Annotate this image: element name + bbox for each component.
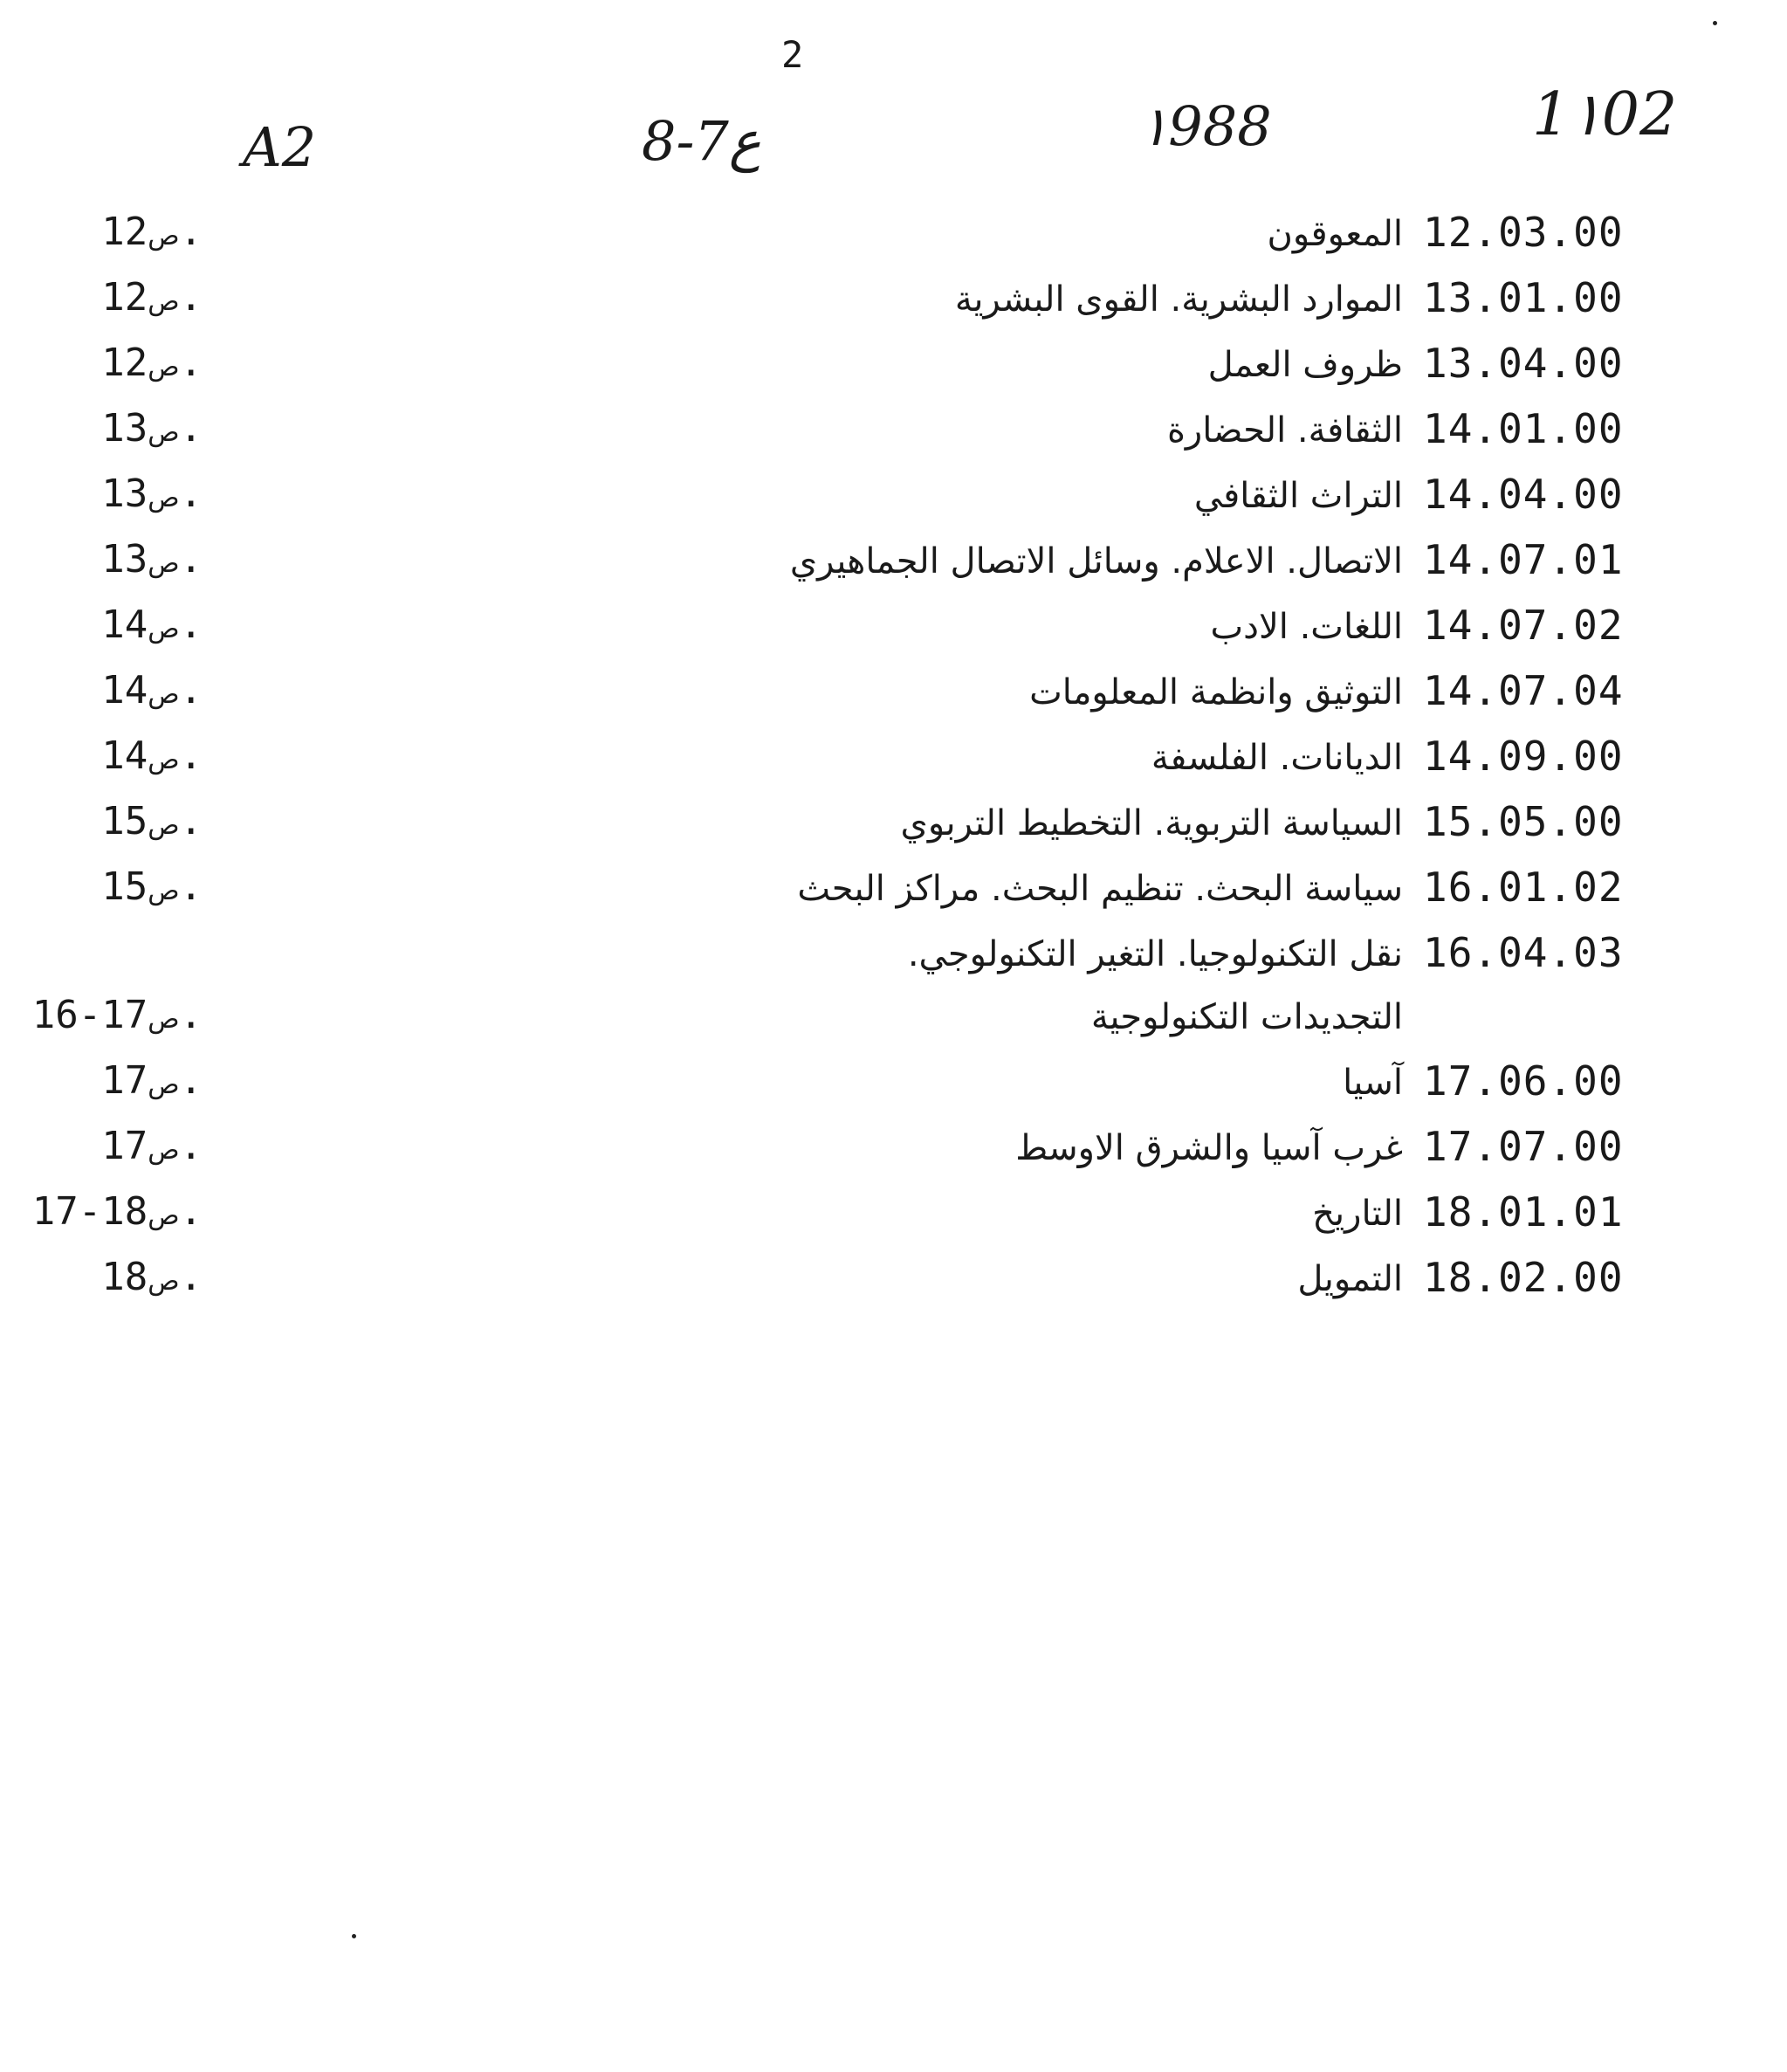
subject-title: اللغات. الادب	[1210, 607, 1403, 647]
page-reference	[9, 1055, 203, 1112]
page-prefix: ص	[148, 1135, 180, 1166]
page-reference	[9, 468, 203, 525]
page-reference-value: 18-17.	[31, 1189, 203, 1234]
subject-code: 14.01.00	[1423, 405, 1624, 452]
page-prefix: ص	[148, 221, 180, 251]
page-reference-value: 17.	[101, 1058, 203, 1103]
index-row	[0, 730, 1787, 795]
page-reference	[9, 337, 203, 394]
page-reference	[9, 795, 203, 852]
page-reference-value: 15.	[101, 864, 203, 909]
subject-title: الثقافة. الحضارة	[1166, 410, 1403, 451]
subject-code: 14.07.01	[1423, 536, 1624, 583]
page-number: 2	[781, 33, 804, 76]
index-row	[0, 1120, 1787, 1186]
index-row	[0, 1186, 1787, 1251]
subject-title: نقل التكنولوجيا. التغير التكنولوجي.	[907, 934, 1403, 974]
page-reference	[9, 989, 203, 1046]
page-reference-value: 14.	[101, 602, 203, 647]
subject-title: التراث الثقافي	[1193, 476, 1403, 516]
subject-title: المعوقون	[1267, 214, 1403, 254]
index-row	[0, 926, 1787, 989]
page-reference	[9, 599, 203, 656]
subject-title: التمويل	[1297, 1259, 1403, 1299]
subject-title: سياسة البحث. تنظيم البحث. مراكز البحث	[797, 869, 1403, 909]
index-row	[0, 664, 1787, 730]
page-reference	[9, 206, 203, 263]
page-prefix: ص	[148, 1201, 180, 1231]
page-prefix: ص	[148, 876, 180, 906]
subject-code: 14.04.00	[1423, 471, 1624, 518]
page-reference-value: 14.	[101, 668, 203, 712]
page-reference-value: 12.	[101, 341, 203, 385]
page-reference	[9, 272, 203, 328]
subject-code: 18.02.00	[1423, 1254, 1624, 1301]
index-list	[0, 206, 1787, 1317]
subject-title: التوثيق وانظمة المعلومات	[1029, 672, 1403, 712]
index-row	[0, 272, 1787, 337]
index-row	[0, 533, 1787, 599]
page-prefix: ص	[148, 483, 180, 513]
subject-code: 17.06.00	[1423, 1057, 1624, 1105]
page-prefix: ص	[148, 745, 180, 775]
index-row	[0, 468, 1787, 533]
page-reference	[9, 664, 203, 721]
page-reference	[9, 1251, 203, 1308]
subject-code: 16.04.03	[1423, 929, 1624, 976]
page-reference	[9, 730, 203, 787]
index-row	[0, 206, 1787, 272]
subject-code: 12.03.00	[1423, 209, 1624, 256]
subject-code: 15.05.00	[1423, 798, 1624, 845]
subject-title: الديانات. الفلسفة	[1151, 738, 1403, 778]
index-row	[0, 1251, 1787, 1317]
handwritten-annotation-code: 8-7ع	[642, 109, 761, 173]
page-prefix: ص	[148, 286, 180, 317]
page-prefix: ص	[148, 679, 180, 710]
handwritten-annotation-number: 1١02	[1532, 80, 1678, 149]
subject-code: 14.07.02	[1423, 602, 1624, 649]
subject-code: 14.09.00	[1423, 733, 1624, 780]
subject-title: التاريخ	[1312, 1194, 1403, 1234]
page-reference-value: 18.	[101, 1255, 203, 1299]
index-row	[0, 599, 1787, 664]
index-row	[0, 337, 1787, 403]
page-prefix: ص	[148, 417, 180, 448]
page-reference-value: 14.	[101, 733, 203, 778]
page-reference	[9, 1186, 203, 1243]
subject-code: 16.01.02	[1423, 864, 1624, 911]
page-prefix: ص	[148, 1266, 180, 1297]
page-prefix: ص	[148, 352, 180, 382]
handwritten-annotation-left: A2	[243, 115, 317, 179]
page-reference-value: 13.	[101, 472, 203, 516]
subject-title: آسيا	[1343, 1063, 1403, 1103]
page-reference-value: 12.	[101, 210, 203, 254]
page-prefix: ص	[148, 548, 180, 579]
subject-title: التجديدات التكنولوجية	[1090, 997, 1403, 1037]
page-reference-value: 17-16.	[31, 993, 203, 1037]
page-reference-value: 17.	[101, 1124, 203, 1168]
page-prefix: ص	[148, 1004, 180, 1035]
index-row	[0, 861, 1787, 926]
page-reference-value: 13.	[101, 537, 203, 582]
subject-title: غرب آسيا والشرق الاوسط	[1015, 1128, 1403, 1168]
subject-code: 14.07.04	[1423, 667, 1624, 714]
subject-title: السياسة التربوية. التخطيط التربوي	[900, 803, 1403, 843]
scan-speck	[1713, 21, 1717, 25]
page-reference-value: 15.	[101, 799, 203, 843]
scan-speck	[352, 1934, 356, 1938]
page-prefix: ص	[148, 810, 180, 841]
page-reference	[9, 403, 203, 459]
index-row-continuation	[0, 989, 1787, 1055]
index-row	[0, 1055, 1787, 1120]
subject-title: الموارد البشرية. القوى البشرية	[954, 279, 1403, 320]
subject-title: الاتصال. الاعلام. وسائل الاتصال الجماهيري	[789, 541, 1403, 582]
page-reference	[9, 533, 203, 590]
subject-code: 13.01.00	[1423, 274, 1624, 321]
page-prefix: ص	[148, 1070, 180, 1100]
subject-code: 17.07.00	[1423, 1123, 1624, 1170]
subject-code: 18.01.01	[1423, 1188, 1624, 1236]
page-reference	[9, 1120, 203, 1177]
page-prefix: ص	[148, 614, 180, 644]
index-row	[0, 403, 1787, 468]
page-reference-value: 13.	[101, 406, 203, 451]
handwritten-annotation-year: ١988	[1139, 94, 1272, 158]
page-reference	[9, 861, 203, 918]
subject-code: 13.04.00	[1423, 340, 1624, 387]
subject-title: ظروف العمل	[1207, 345, 1403, 385]
page-reference-value: 12.	[101, 275, 203, 320]
index-row	[0, 795, 1787, 861]
